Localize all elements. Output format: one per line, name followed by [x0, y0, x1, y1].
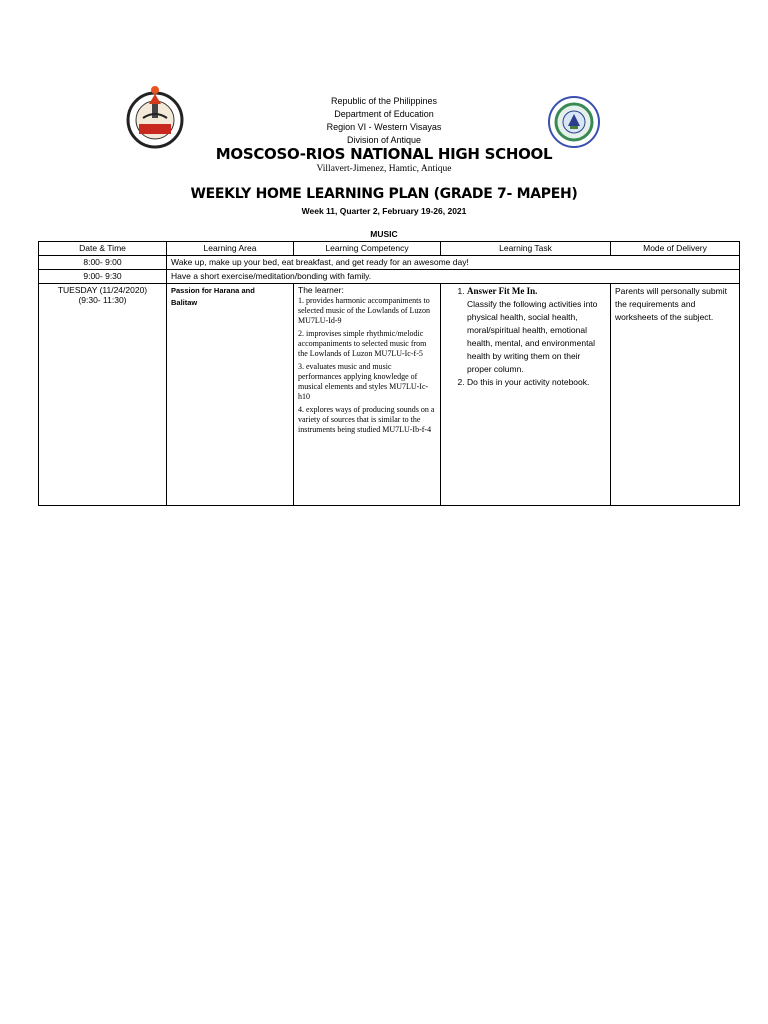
table-row: [39, 270, 740, 284]
col-learning-area: Learning Area: [167, 242, 294, 256]
col-date-time: Date & Time: [39, 242, 167, 256]
learning-plan-table: [38, 241, 740, 506]
row-activity: Wake up, make up your bed, eat breakfast, and get ready for an awesome day!: [167, 256, 740, 270]
competency-item: 2. improvises simple rhythmic/melodic accompaniments to selected music from the Lowlands of Luzon MU7LU-Ic-f-5: [298, 329, 427, 358]
task-item: [467, 376, 606, 389]
row-activity: Have a short exercise/meditation/bonding with family.: [167, 270, 740, 284]
competency-item: 3. evaluates music and music performances applying knowledge of musical elements and styles MU7LU-Ic-h10: [298, 362, 429, 401]
main-competency: [294, 284, 441, 506]
main-learning-area: [167, 284, 294, 506]
header-department: Department of Education: [334, 109, 434, 119]
table-header-row: [39, 242, 740, 256]
task-title: Answer Fit Me In.: [467, 286, 538, 296]
subject-title: MUSIC: [370, 229, 398, 239]
main-date: TUESDAY (11/24/2020): [57, 285, 148, 295]
task-body: Classify the following activities into physical health, social health, moral/spiritual health, emotional health, mental, and environmental health by writing them on their proper column.: [467, 299, 598, 374]
week-info: Week 11, Quarter 2, February 19-26, 2021: [301, 206, 467, 216]
school-name: MOSCOSO-RIOS NATIONAL HIGH SCHOOL: [215, 145, 553, 163]
competency-item: 4. explores ways of producing sounds on a variety of sources that is similar to the instruments being studied MU7LU-Ib-f-4: [298, 405, 435, 434]
row-time: 9:00- 9:30: [39, 270, 167, 284]
table-row: [39, 256, 740, 270]
school-address: Villavert-Jimenez, Hamtic, Antique: [316, 164, 452, 174]
col-mode-of-delivery: Mode of Delivery: [611, 242, 740, 256]
row-time: 8:00- 9:00: [39, 256, 167, 270]
table-row-main: [39, 284, 740, 506]
main-learning-task: [441, 284, 611, 506]
task-item: [467, 285, 606, 376]
main-mode-of-delivery: [611, 284, 740, 506]
learning-area-text: Passion for Harana and Balitaw: [171, 286, 255, 307]
header-lines: [0, 95, 768, 147]
task-body: Do this in your activity notebook.: [467, 377, 590, 387]
competency-item: 1. provides harmonic accompaniments to selected music of the Lowlands of Luzon MU7LU-Id-9: [298, 296, 430, 325]
col-learning-task: Learning Task: [441, 242, 611, 256]
competency-intro: The learner:: [298, 285, 344, 295]
main-date-time: [39, 284, 167, 506]
header-division: Division of Antique: [346, 135, 422, 145]
main-time: (9:30- 11:30): [78, 295, 127, 305]
header-region: Region VI - Western Visayas: [326, 122, 442, 132]
task-list: [445, 285, 606, 389]
plan-title: WEEKLY HOME LEARNING PLAN (GRADE 7- MAPEH): [190, 186, 578, 202]
col-learning-competency: Learning Competency: [294, 242, 441, 256]
header-republic: Republic of the Philippines: [330, 96, 438, 106]
delivery-text: Parents will personally submit the requirements and worksheets of the subject.: [615, 286, 727, 322]
